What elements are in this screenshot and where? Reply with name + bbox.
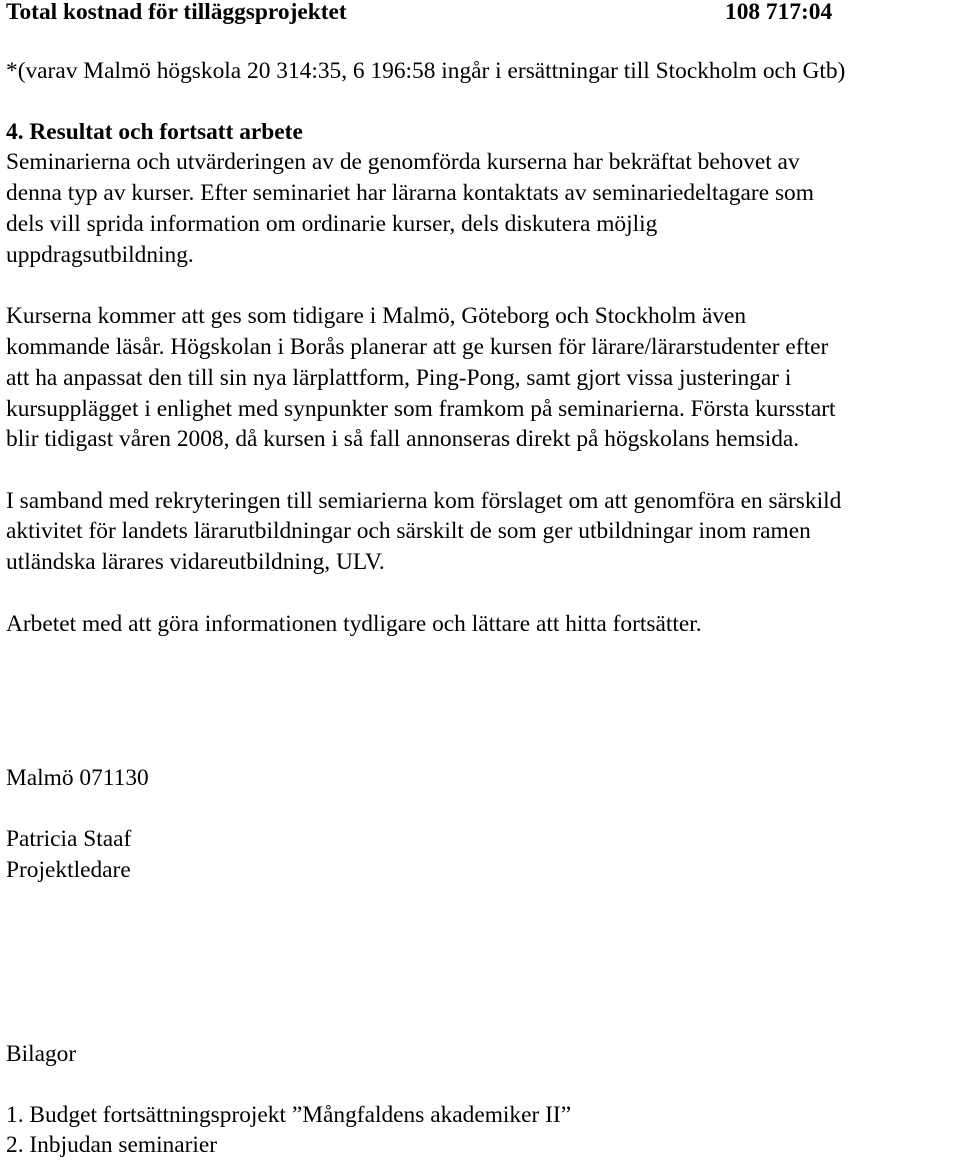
paragraph-line: kursupplägget i enlighet med synpunkter som framkom på seminarierna. Första kursstart xyxy=(6,396,836,422)
funding-footnote: *(varav Malmö högskola 20 314:35, 6 196:58 ingår i ersättningar till Stockholm och Gtb) xyxy=(6,58,846,84)
place-date: Malmö 071130 xyxy=(6,765,149,791)
signatory-name: Patricia Staaf xyxy=(6,826,132,852)
paragraph-line: Seminarierna och utvärderingen av de genomförda kurserna har bekräftat behovet av xyxy=(6,149,800,175)
paragraph-line: Kurserna kommer att ges som tidigare i Malmö, Göteborg och Stockholm även xyxy=(6,303,747,329)
section-heading: 4. Resultat och fortsatt arbete xyxy=(6,119,303,145)
total-cost-label: Total kostnad för tilläggsprojektet xyxy=(6,0,347,25)
paragraph-line: denna typ av kurser. Efter seminariet har lärarna kontaktats av seminariedeltagare som xyxy=(6,180,814,206)
paragraph-continuation: Arbetet med att göra informationen tydligare och lättare att hitta fortsätter. xyxy=(6,611,702,637)
paragraph-line: blir tidigast våren 2008, då kursen i så fall annonseras direkt på högskolans hemsida. xyxy=(6,426,800,452)
paragraph-line: att ha anpassat den till sin nya lärplattform, Ping-Pong, samt gjort vissa justeringar i xyxy=(6,365,792,391)
paragraph-line: kommande läsår. Högskolan i Borås planerar att ge kursen för lärare/lärarstudenter efter xyxy=(6,334,829,360)
paragraph-line: I samband med rekryteringen till semiarierna kom förslaget om att genomföra en särskild xyxy=(6,488,842,514)
paragraph-line: uppdragsutbildning. xyxy=(6,242,194,268)
attachments-heading: Bilagor xyxy=(6,1041,77,1067)
paragraph-line: utländska lärares vidareutbildning, ULV. xyxy=(6,549,385,575)
signatory-role: Projektledare xyxy=(6,857,131,883)
paragraph-line: dels vill sprida information om ordinarie kurser, dels diskutera möjlig xyxy=(6,211,658,237)
total-cost-value: 108 717:04 xyxy=(725,0,833,25)
attachment-item: 1. Budget fortsättningsprojekt ”Mångfaldens akademiker II” xyxy=(6,1102,572,1128)
attachment-item: 2. Inbjudan seminarier xyxy=(6,1132,218,1158)
paragraph-line: aktivitet för landets lärarutbildningar och särskilt de som ger utbildningar inom ramen xyxy=(6,518,811,544)
